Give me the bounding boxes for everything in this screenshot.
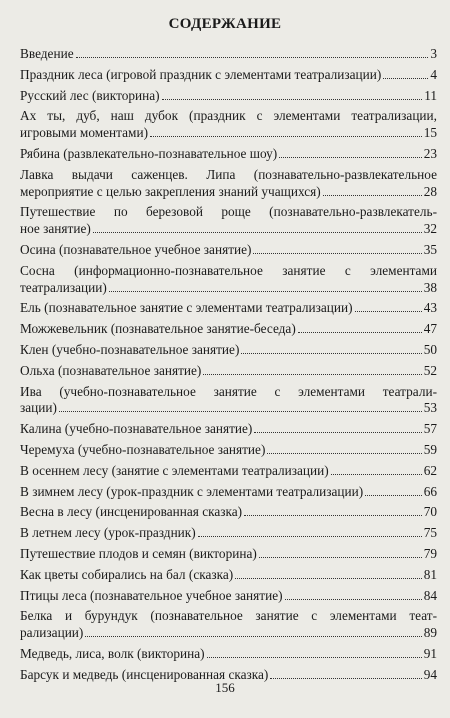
toc-page-number: 11 bbox=[424, 87, 437, 103]
toc-entry-row bbox=[20, 321, 437, 338]
toc-page-number: 50 bbox=[423, 341, 437, 357]
dot-leader bbox=[150, 126, 422, 138]
dot-leader bbox=[203, 363, 421, 375]
toc-page-number: 94 bbox=[423, 666, 437, 682]
dot-leader bbox=[253, 242, 421, 254]
toc-entry bbox=[20, 442, 437, 459]
toc-page-number: 23 bbox=[423, 145, 437, 161]
dot-leader bbox=[76, 46, 429, 58]
toc-entry-row bbox=[20, 363, 437, 380]
dot-leader bbox=[365, 484, 422, 496]
toc-entry bbox=[20, 46, 437, 63]
toc-entry-title-line: В осеннем лесу (занятие с элементами театрализации) bbox=[20, 462, 329, 478]
toc-entry-row bbox=[20, 280, 437, 297]
toc-entry-title-line: В летнем лесу (урок-праздник) bbox=[20, 525, 196, 541]
toc-entry-title-line: Ольха (познавательное занятие) bbox=[20, 362, 202, 378]
page-heading: СОДЕРЖАНИЕ bbox=[168, 16, 282, 32]
toc-entry bbox=[20, 421, 437, 438]
toc-entry bbox=[20, 525, 437, 542]
toc-entry-title-line: рализации) bbox=[20, 625, 84, 641]
toc-entry-row bbox=[20, 442, 437, 459]
dot-leader bbox=[244, 505, 422, 517]
toc-entry-row bbox=[20, 146, 437, 163]
toc-entry-row bbox=[20, 625, 437, 642]
toc-entry bbox=[20, 263, 437, 297]
toc-entry bbox=[20, 108, 437, 142]
toc-entry bbox=[20, 567, 437, 584]
toc-entry bbox=[20, 588, 437, 605]
toc-entry-row bbox=[20, 525, 437, 542]
toc-entry-title-line: Медведь, лиса, волк (викторина) bbox=[20, 645, 205, 661]
toc-entry-row bbox=[20, 463, 437, 480]
toc-entry-title-line: Как цветы собирались на бал (сказка) bbox=[20, 566, 234, 582]
toc-entry-title-line: Белка и бурундук (познавательное занятие с элементами теат- bbox=[20, 608, 437, 624]
toc-entry bbox=[20, 88, 437, 105]
toc-page-number: 75 bbox=[423, 525, 437, 541]
toc-page-number: 47 bbox=[423, 321, 437, 337]
toc-entry-title-line: зации) bbox=[20, 400, 57, 416]
toc-page-number: 32 bbox=[423, 221, 437, 237]
page-number: 156 bbox=[215, 680, 235, 695]
toc-entry-title-line: Праздник леса (игровой праздник с элементами театрализации) bbox=[20, 66, 382, 82]
dot-leader bbox=[267, 442, 421, 454]
dot-leader bbox=[259, 546, 422, 558]
toc-entry-row bbox=[20, 184, 437, 201]
toc-page-number: 79 bbox=[423, 545, 437, 561]
dot-leader bbox=[93, 222, 422, 234]
toc-entry-title-line: Рябина (развлекательно-познавательное шоу) bbox=[20, 145, 278, 161]
toc-entry-title-line: ное занятие) bbox=[20, 221, 91, 237]
toc-page-number: 89 bbox=[423, 625, 437, 641]
toc-entry bbox=[20, 300, 437, 317]
toc-entry-row bbox=[20, 125, 437, 142]
toc-entry-title-line: Весна в лесу (инсценированная сказка) bbox=[20, 504, 243, 520]
toc-entry-title-line: Можжевельник (познавательное занятие-беседа) bbox=[20, 321, 296, 337]
toc-page-number: 62 bbox=[423, 462, 437, 478]
toc-entry-row bbox=[20, 300, 437, 317]
toc-page-number: 28 bbox=[423, 183, 437, 199]
toc-entry-row bbox=[20, 546, 437, 563]
toc-entry-title-line: Калина (учебно-познавательное занятие) bbox=[20, 421, 253, 437]
toc-page-number: 53 bbox=[423, 400, 437, 416]
toc-page-number: 52 bbox=[423, 362, 437, 378]
toc-entry-row bbox=[20, 484, 437, 501]
dot-leader bbox=[198, 526, 422, 538]
table-of-contents bbox=[20, 46, 437, 688]
toc-entry bbox=[20, 321, 437, 338]
toc-entry bbox=[20, 242, 437, 259]
toc-entry-row bbox=[20, 421, 437, 438]
toc-page-number: 66 bbox=[423, 483, 437, 499]
toc-entry bbox=[20, 146, 437, 163]
dot-leader bbox=[355, 301, 422, 313]
toc-entry-title-line: Осина (познавательное учебное занятие) bbox=[20, 241, 252, 257]
dot-leader bbox=[270, 667, 421, 679]
toc-page-number: 15 bbox=[423, 125, 437, 141]
dot-leader bbox=[279, 146, 421, 158]
toc-entry-title-line: театрализации) bbox=[20, 279, 107, 295]
dot-leader bbox=[285, 588, 422, 600]
dot-leader bbox=[241, 342, 421, 354]
toc-entry-row bbox=[20, 588, 437, 605]
toc-page-number: 43 bbox=[423, 300, 437, 316]
dot-leader bbox=[207, 646, 422, 658]
toc-entry-title-line: В зимнем лесу (урок-праздник с элементами театрализации) bbox=[20, 483, 364, 499]
toc-page-number: 57 bbox=[423, 421, 437, 437]
toc-entry-title-line: Ель (познавательное занятие с элементами театрализации) bbox=[20, 300, 353, 316]
toc-entry-title-line: Сосна (информационно-познавательное занятие с элементами bbox=[20, 262, 437, 278]
toc-entry-title-line: игровыми моментами) bbox=[20, 125, 149, 141]
toc-entry-row bbox=[20, 46, 437, 63]
dot-leader bbox=[109, 280, 422, 292]
toc-page-number: 70 bbox=[423, 504, 437, 520]
toc-entry-row bbox=[20, 221, 437, 238]
dot-leader bbox=[59, 401, 422, 413]
toc-entry-title-line: Лавка выдачи саженцев. Липа (познавательно-развлекательное bbox=[20, 166, 437, 182]
toc-page-number: 35 bbox=[423, 241, 437, 257]
toc-entry-title-line: Ива (учебно-познавательное занятие с элементами театрали- bbox=[20, 383, 437, 399]
toc-entry bbox=[20, 384, 437, 418]
dot-leader bbox=[298, 322, 422, 334]
toc-entry-title-line: Клен (учебно-познавательное занятие) bbox=[20, 341, 240, 357]
toc-entry-row bbox=[20, 567, 437, 584]
toc-entry-row bbox=[20, 504, 437, 521]
toc-entry-title-line: Ах ты, дуб, наш дубок (праздник с элементами театрализации, bbox=[20, 108, 437, 124]
toc-entry-title-line: Русский лес (викторина) bbox=[20, 87, 160, 103]
toc-entry bbox=[20, 363, 437, 380]
toc-page-number: 84 bbox=[423, 587, 437, 603]
toc-entry-row bbox=[20, 242, 437, 259]
toc-entry bbox=[20, 546, 437, 563]
toc-page-number: 3 bbox=[430, 46, 437, 61]
toc-entry-row bbox=[20, 646, 437, 663]
toc-entry bbox=[20, 504, 437, 521]
toc-entry-row bbox=[20, 88, 437, 105]
toc-entry-title-line: Путешествие по березовой роще (познавательно-развлекатель- bbox=[20, 204, 437, 220]
toc-entry-title-line: Черемуха (учебно-познавательное занятие) bbox=[20, 441, 266, 457]
toc-entry-title-line: Путешествие плодов и семян (викторина) bbox=[20, 545, 257, 561]
dot-leader bbox=[85, 625, 421, 637]
toc-entry bbox=[20, 67, 437, 84]
toc-entry-row bbox=[20, 342, 437, 359]
toc-entry-row bbox=[20, 67, 437, 84]
toc-entry-row bbox=[20, 400, 437, 417]
dot-leader bbox=[254, 422, 421, 434]
toc-entry bbox=[20, 167, 437, 201]
toc-page-number: 91 bbox=[423, 645, 437, 661]
toc-page-number: 4 bbox=[430, 66, 437, 82]
dot-leader bbox=[331, 463, 422, 475]
toc-entry bbox=[20, 484, 437, 501]
toc-entry bbox=[20, 463, 437, 480]
toc-page-number: 81 bbox=[423, 566, 437, 582]
toc-entry bbox=[20, 646, 437, 663]
toc-page-number: 38 bbox=[423, 279, 437, 295]
toc-entry-title-line: Птицы леса (познавательное учебное занятие) bbox=[20, 587, 283, 603]
toc-entry bbox=[20, 342, 437, 359]
toc-page-number: 59 bbox=[423, 441, 437, 457]
dot-leader bbox=[162, 88, 423, 100]
dot-leader bbox=[323, 184, 422, 196]
dot-leader bbox=[383, 67, 428, 79]
toc-entry bbox=[20, 204, 437, 238]
toc-entry-title-line: Введение bbox=[20, 46, 74, 61]
toc-entry-title-line: Барсук и медведь (инсценированная сказка) bbox=[20, 666, 269, 682]
dot-leader bbox=[235, 567, 421, 579]
toc-entry-title-line: мероприятие с целью закрепления знаний учащихся) bbox=[20, 183, 321, 199]
toc-entry bbox=[20, 608, 437, 642]
